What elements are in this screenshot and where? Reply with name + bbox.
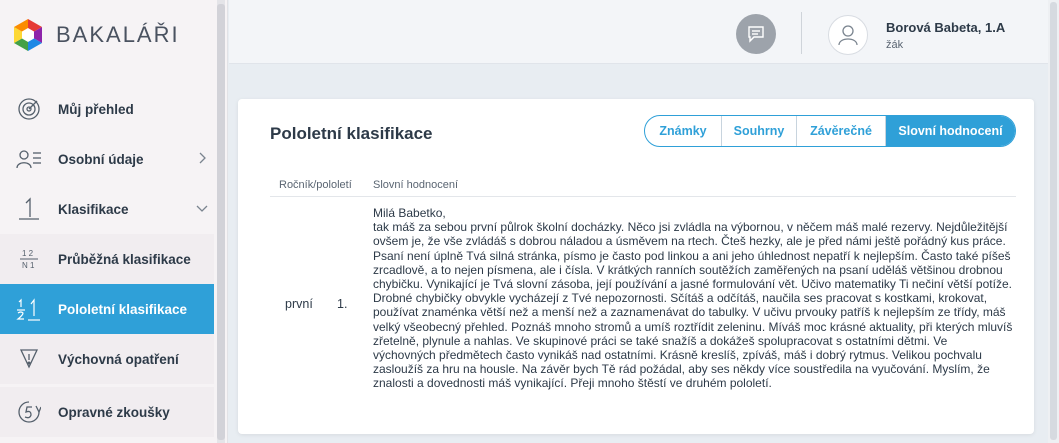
sidebar-item-label: Výchovná opatření — [58, 351, 179, 367]
sidebar-item-label: Můj přehled — [58, 101, 134, 117]
sidebar-item-running-classification[interactable] — [0, 234, 214, 284]
logo-icon — [12, 18, 44, 52]
sidebar-item-remedial-exams[interactable] — [0, 387, 214, 437]
user-role: žák — [886, 39, 904, 51]
tab-grades[interactable]: Známky — [645, 116, 722, 146]
header-divider-line — [270, 196, 1016, 197]
sidebar-item-label: Pololetní klasifikace — [58, 301, 188, 317]
tab-summaries[interactable]: Souhrny — [722, 116, 797, 146]
tab-final[interactable]: Závěrečné — [797, 116, 886, 146]
row-semester: 1. — [337, 297, 348, 311]
number-one-icon — [16, 196, 42, 222]
target-icon — [16, 96, 42, 122]
fraction-icon — [16, 246, 42, 272]
row-term: první — [285, 297, 313, 311]
main-scrollbar-thumb[interactable] — [1050, 2, 1057, 440]
header-divider — [801, 12, 802, 54]
column-header-term: Ročník/pololetí — [279, 179, 352, 191]
verbal-evaluation-text — [373, 206, 1013, 391]
sidebar-item-my-overview[interactable] — [0, 84, 214, 134]
view-tabs — [644, 115, 1016, 147]
page-title: Pololetní klasifikace — [270, 124, 433, 143]
avatar[interactable] — [828, 15, 868, 55]
warning-icon — [16, 346, 42, 372]
sidebar-item-label: Klasifikace — [58, 201, 129, 217]
chevron-right-icon — [196, 152, 208, 164]
sidebar — [0, 0, 228, 443]
svg-text:1 2: 1 2 — [22, 249, 34, 258]
five-circle-icon — [16, 399, 42, 425]
sidebar-item-educational-measures[interactable] — [0, 334, 214, 384]
chat-icon — [746, 24, 766, 44]
sidebar-item-label: Osobní údaje — [58, 151, 144, 167]
id-card-icon — [16, 146, 42, 172]
sidebar-scrollbar-thumb[interactable] — [217, 4, 225, 440]
semester-classification-card — [238, 99, 1034, 434]
messages-button[interactable] — [736, 14, 776, 54]
logo[interactable] — [12, 18, 180, 52]
evaluation-body: tak máš za sebou první půlrok školní docházky. Něco jsi zvládla na výbornou, v něčem máš malé rezervy. Nejdůležitější ovšem je, že vše zvládáš s dobrou náladou a úsměvem na rtech. Čteš hezky, ale je před námi ještě pořádný kus práce. Psaní není úplně Tvá silná stránka, písmo je často pod linkou a ani jeho úhlednost nepatří k nejlepším. Často také píšeš zrcadlově, a to nejen písmena, ale i čísla. V krátkých ranních soutěžích zaměřených na psaní uděláš většinou drobnou chybičku. Vynikající je Tvá slovní zásoba, její používání a jasné formulování vět. Učivo matematiky Ti nečiní větší potíže. Drobné chybičky obvykle vycházejí z Tvé nepozornosti. Sčítáš a odčítáš, naučila ses pracovat s kostkami, krokovat, používat znaménka větší než a menší než a zaznamenávat do tabulky. V učivu prvouky patříš k nejlepším ze třídy, máš velký všeobecný přehled. Poznáš mnoho stromů a umíš roztřídit zeleninu. Míváš moc krásné aktuality, při kterých mluvíš zřetelně, plynule a nahlas. Ve skupinové práci se také snažíš a dokážeš spolupracovat s ostatními dětmi. Ve výchovných předmětech často vynikáš nad ostatními. Krásně kreslíš, zpíváš, máš i dobrý rytmus. Velikou pochvalu zasloužíš za hru na housle. Na závěr bych Tě rád požádal, aby ses někdy více soustředila na vyučování. Myslím, že znalosti a dovednosti máš vynikající. Přeji mnoho štěstí ve druhém pololetí. — [373, 220, 1013, 391]
user-icon — [837, 24, 859, 46]
sidebar-item-classification[interactable] — [0, 184, 214, 234]
evaluation-greeting: Milá Babetko, — [373, 206, 446, 220]
half-fraction-icon — [16, 296, 42, 322]
svg-text:N 1: N 1 — [22, 261, 35, 270]
chevron-down-icon — [196, 202, 208, 214]
user-name[interactable]: Borová Babeta, 1.A — [886, 20, 1006, 35]
sidebar-item-personal-data[interactable] — [0, 134, 214, 184]
logo-text: BAKALÁŘI — [56, 22, 180, 47]
sidebar-item-semester-classification[interactable] — [0, 284, 214, 334]
tab-verbal-evaluation[interactable]: Slovní hodnocení — [886, 116, 1015, 146]
column-header-evaluation: Slovní hodnocení — [373, 179, 459, 191]
sidebar-item-label: Průběžná klasifikace — [58, 251, 191, 267]
sidebar-item-label: Opravné zkoušky — [58, 404, 170, 420]
